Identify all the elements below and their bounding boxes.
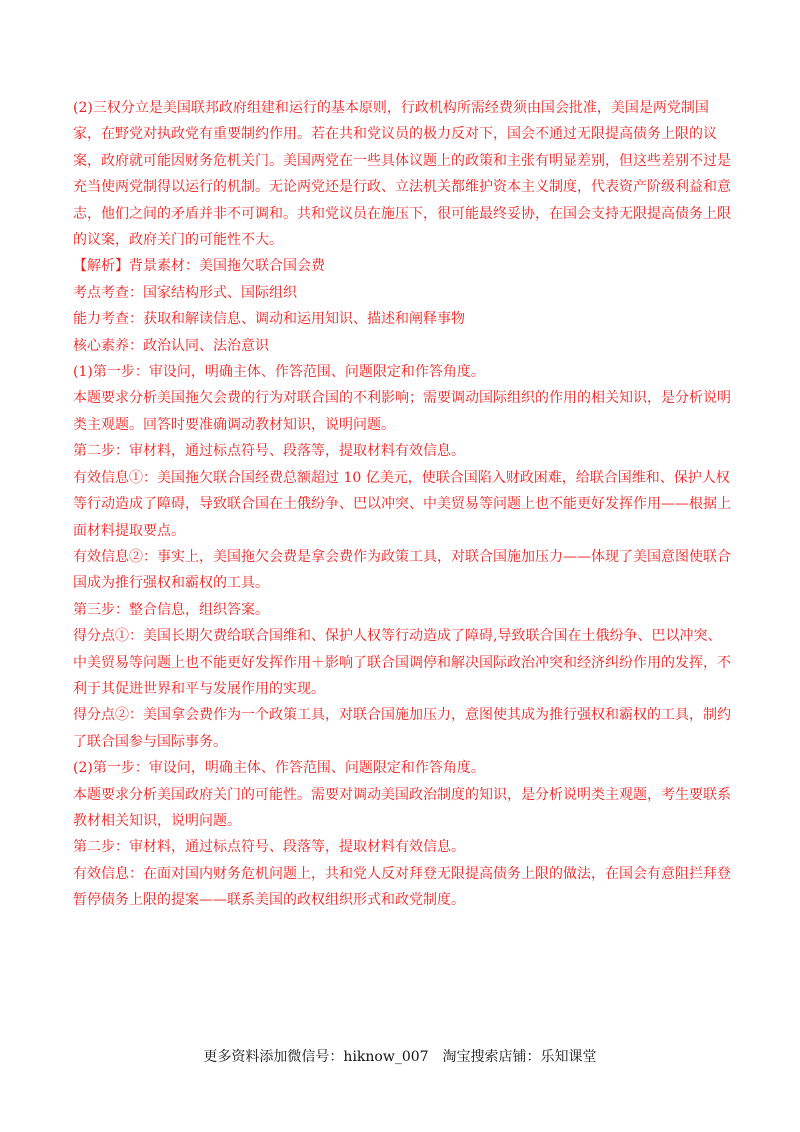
q1-score-point-2: 得分点②：美国拿会费作为一个政策工具，对联合国施加压力，意图使其成为推行强权和霸权的工具，制约了联合国参与国际事务。: [73, 707, 731, 750]
q1-step-1: (1)第一步：审设问，明确主体、作答范围、问题限定和作答角度。: [73, 364, 485, 381]
q1-step-2: 第二步：审材料，通过标点符号、段落等，提取材料有效信息。: [73, 443, 465, 460]
analysis-heading: 【解析】背景素材：美国拖欠联合国会费: [73, 258, 325, 275]
page-footer: 更多资料添加微信号：hiknow_007 淘宝搜索店铺：乐知课堂: [203, 1049, 597, 1065]
q1-score-point-1: 得分点①：美国长期欠费给联合国维和、保护人权等行动造成了障碍,导致联合国在土俄纷争、巴以冲突、中美贸易等问题上也不能更好发挥作用＋影响了联合国调停和解决国际政治冲突和经济纠纷作用的发挥，不利于其促进世界和平与发展作用的实现。: [73, 628, 731, 697]
q1-requirement: 本题要求分析美国拖欠会费的行为对联合国的不利影响；需要调动国际组织的作用的相关知识，是分析说明类主观题。回答时要准确调动教材知识，说明问题。: [73, 390, 731, 433]
q1-info-1: 有效信息①：美国拖欠联合国经费总额超过 10 亿美元，使联合国陷入财政困难，给联合国维和、保护人权等行动造成了障碍，导致联合国在土俄纷争、巴以冲突、中美贸易等问题上也不能更好发挥作用——根据上面材料提取要点。: [73, 469, 731, 539]
q1-step-3: 第三步：整合信息，组织答案。: [73, 601, 269, 618]
q1-info-2: 有效信息②：事实上，美国拖欠会费是拿会费作为政策工具，对联合国施加压力——体现了美国意图使联合国成为推行强权和霸权的工具。: [73, 548, 731, 592]
q2-step-2: 第二步：审材料，通过标点符号、段落等，提取材料有效信息。: [73, 839, 465, 856]
q2-step-1: (2)第一步：审设问，明确主体、作答范围、问题限定和作答角度。: [73, 760, 485, 777]
q2-requirement: 本题要求分析美国政府关门的可能性。需要对调动美国政治制度的知识，是分析说明类主观题，考生要联系教材相关知识，说明问题。: [73, 786, 731, 829]
answer-paragraph-2: (2)三权分立是美国联邦政府组建和运行的基本原则，行政机构所需经费须由国会批准，美国是两党制国家，在野党对执政党有重要制约作用。若在共和党议员的极力反对下，国会不通过无限提高债务上限的议案，政府就可能因财务危机关门。美国两党在一些具体议题上的政策和主张有明显差别，但这些差别不过是充当使两党制得以运行的机制。无论两党还是行政、立法机关都维护资本主义制度，代表资产阶级利益和意志，他们之间的矛盾并非不可调和。共和党议员在施压下，很可能最终妥协，在国会支持无限提高债务上限的议案，政府关门的可能性不大。: [73, 100, 731, 249]
test-points: 考点考查：国家结构形式、国际组织: [73, 284, 297, 301]
q2-info: 有效信息：在面对国内财务危机问题上，共和党人反对拜登无限提高债务上限的做法，在国会有意阻拦拜登暂停债务上限的提案——联系美国的政权组织形式和政党制度。: [73, 865, 731, 909]
document-body: [73, 95, 733, 914]
ability-points: 能力考查：获取和解读信息、调动和运用知识、描述和阐释事物: [73, 311, 465, 328]
core-literacy: 核心素养：政治认同、法治意识: [73, 337, 269, 354]
